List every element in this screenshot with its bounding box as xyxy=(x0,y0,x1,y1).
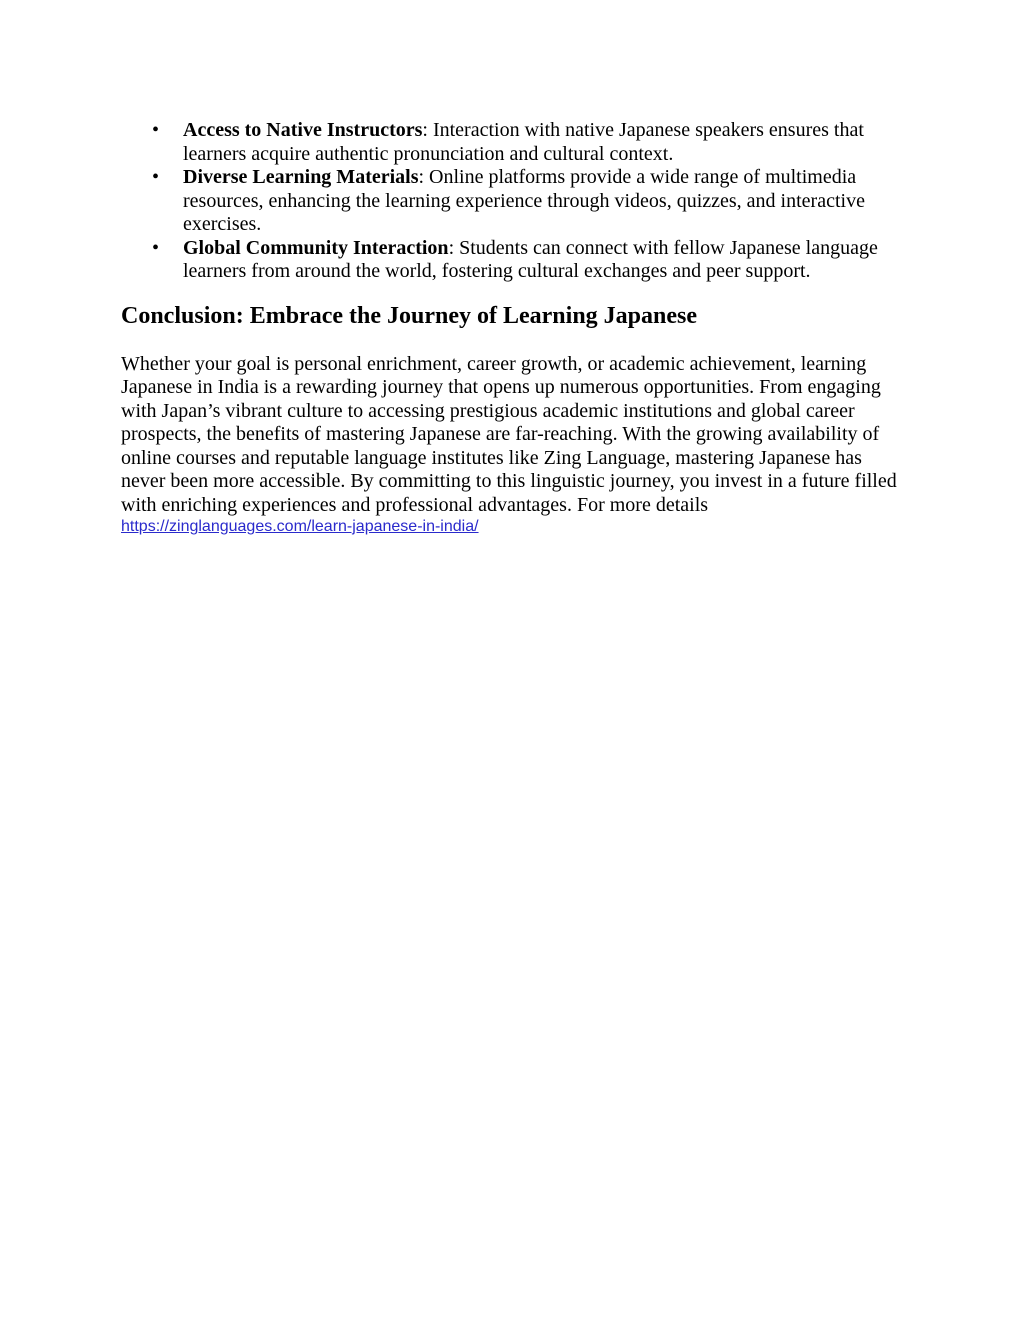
zing-languages-link[interactable]: https://zinglanguages.com/learn-japanese-in-india/ xyxy=(121,518,479,535)
list-item xyxy=(121,166,904,237)
list-item-title: Access to Native Instructors xyxy=(183,119,423,141)
conclusion-paragraph: Whether your goal is personal enrichment, career growth, or academic achievement, learning Japanese in India is a rewarding journey that opens up numerous opportunities. From engaging with Japan’s vibrant culture to accessing prestigious academic institutions and global career prospects, the benefits of mastering Japanese are far-reaching. With the growing availability of online courses and reputable language institutes like Zing Language, mastering Japanese has never been more accessible. By committing to this linguistic journey, you invest in a future filled with enriching experiences and professional advantages. For more details xyxy=(121,352,897,516)
benefits-list xyxy=(121,119,904,284)
list-item-title: Diverse Learning Materials xyxy=(183,166,419,188)
section-heading: Conclusion: Embrace the Journey of Learning Japanese xyxy=(121,302,697,329)
list-item-text: : Students can connect with fellow Japanese language learners from around the world, fostering cultural exchanges and peer support. xyxy=(183,236,878,282)
list-item-text: : Online platforms provide a wide range of multimedia resources, enhancing the learning experience through videos, quizzes, and interactive exercises. xyxy=(183,166,865,235)
list-item xyxy=(121,237,904,284)
bullet-icon: • xyxy=(152,119,160,141)
bullet-icon: • xyxy=(152,236,160,259)
list-item-text: : Interaction with native Japanese speakers ensures that learners acquire authentic pronunciation and cultural context. xyxy=(183,119,864,165)
list-item xyxy=(121,119,904,166)
link-line xyxy=(121,517,904,537)
bullet-icon: • xyxy=(152,166,160,188)
list-item-title: Global Community Interaction xyxy=(183,236,449,259)
document-content xyxy=(121,119,904,537)
